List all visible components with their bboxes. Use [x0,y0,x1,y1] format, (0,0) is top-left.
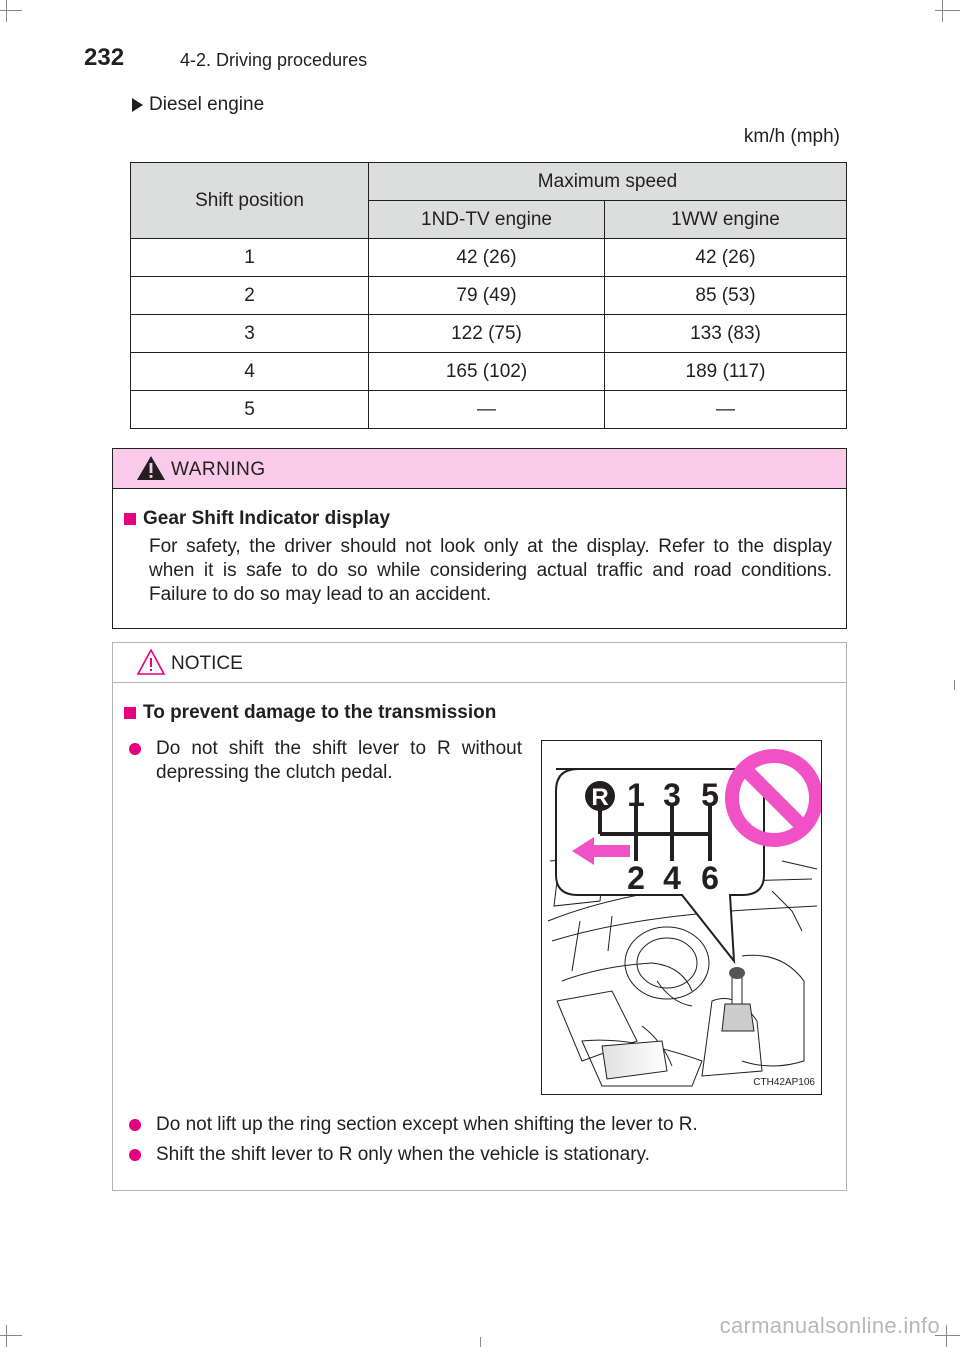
subheading [132,94,264,116]
cell-shift: 5 [131,391,369,429]
notice-triangle-icon [136,648,166,676]
round-bullet-icon [129,1119,141,1131]
gear-r-label: R [591,784,609,811]
subheading-text: Diesel engine [149,94,265,115]
cell-speed-1ww: — [605,391,847,429]
square-bullet-icon [124,707,136,719]
crop-mark [480,1337,481,1347]
figure-code: CTH42AP106 [753,1077,815,1088]
cell-shift: 2 [131,277,369,315]
page-header [68,40,398,76]
square-bullet-icon [124,513,136,525]
cell-speed-1ww: 42 (26) [605,239,847,277]
warning-box [112,448,847,629]
crop-mark [942,0,943,22]
warning-text: For safety, the driver should not look only at the display. Refer to the display when it is safe to do so while considering actual traffic and road conditions. Failure to do so may lead to an accident. [149,536,832,605]
crop-mark [954,680,955,690]
gear-2-label: 2 [627,860,645,896]
cell-speed-1nd: 79 (49) [369,277,605,315]
cell-shift: 3 [131,315,369,353]
warning-label: WARNING [171,459,266,480]
warning-triangle-icon [136,455,166,481]
cell-shift: 1 [131,239,369,277]
notice-label: NOTICE [171,653,243,674]
round-bullet-icon [129,1149,141,1161]
max-speed-table [130,162,847,429]
notice-title-text: To prevent damage to the transmission [143,702,497,723]
cell-speed-1nd: 122 (75) [369,315,605,353]
cell-speed-1nd: 165 (102) [369,353,605,391]
notice-bullet-1: Do not shift the shift lever to R without depressing the clutch pedal. [156,738,522,783]
cell-shift: 4 [131,353,369,391]
table-row [131,239,847,277]
warning-header [113,449,846,489]
notice-item-title [124,702,496,724]
notice-header [113,643,846,683]
cell-speed-1ww: 133 (83) [605,315,847,353]
crop-mark [935,10,960,11]
table-row [131,315,847,353]
notice-bullet-3: Shift the shift lever to R only when the vehicle is stationary. [156,1144,650,1165]
cell-speed-1nd: — [369,391,605,429]
cell-speed-1nd: 42 (26) [369,239,605,277]
cell-speed-1ww: 189 (117) [605,353,847,391]
crop-mark [0,1335,22,1336]
round-bullet-icon [129,743,141,755]
warning-title-text: Gear Shift Indicator display [143,508,391,529]
warning-item-title [124,508,390,530]
table-row [131,391,847,429]
gear-6-label: 6 [701,860,719,896]
shift-pattern-figure [541,740,822,1095]
header-maximum-speed: Maximum speed [369,163,847,201]
shift-illustration [542,741,822,1095]
header-engine-1ww: 1WW engine [605,201,847,239]
gear-1-label: 1 [627,777,645,813]
gear-3-label: 3 [663,777,681,813]
table-row [131,353,847,391]
crop-mark [0,10,22,11]
table-row [131,277,847,315]
crop-mark [6,0,7,22]
page-number: 232 [84,44,125,71]
header-engine-1nd: 1ND-TV engine [369,201,605,239]
section-title: 4-2. Driving procedures [180,50,368,70]
watermark: carmanualsonline.info [719,1313,940,1338]
unit-note: km/h (mph) [743,126,840,147]
crop-mark [946,1325,947,1347]
notice-bullet-2: Do not lift up the ring section except when shifting the lever to R. [156,1114,698,1135]
cell-speed-1ww: 85 (53) [605,277,847,315]
gear-4-label: 4 [663,860,681,896]
gear-5-label: 5 [701,777,719,813]
crop-mark [6,1325,7,1347]
triangle-bullet-icon [132,98,143,112]
header-shift-position: Shift position [131,163,369,239]
